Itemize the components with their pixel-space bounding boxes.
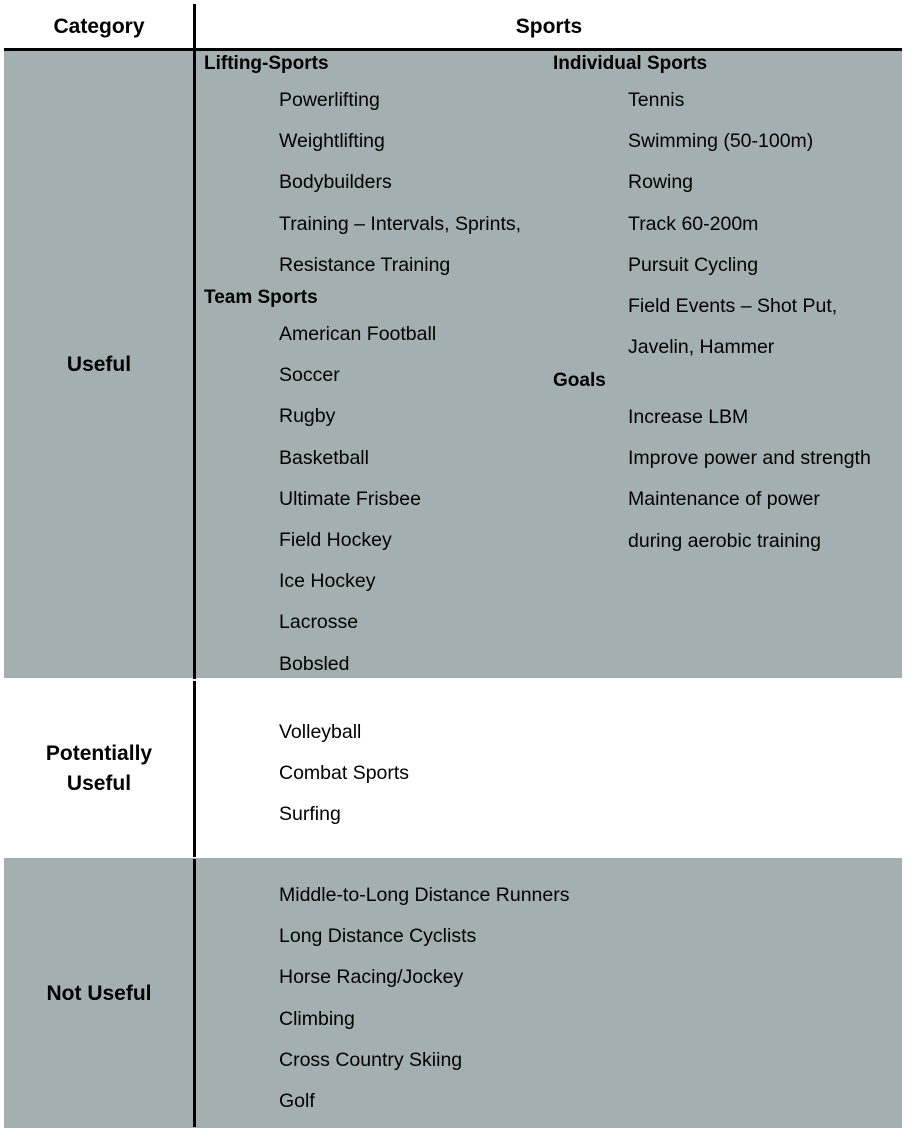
list-item: Track 60-200m xyxy=(628,212,759,235)
list-item: Tennis xyxy=(628,89,685,111)
list-item: Pursuit Cycling xyxy=(628,253,759,276)
list-item: Javelin, Hammer xyxy=(628,336,775,359)
list-item: Long Distance Cyclists xyxy=(279,925,477,948)
list-item: Climbing xyxy=(279,1007,355,1030)
list-item: Resistance Training xyxy=(279,253,451,276)
list-item: Weightlifting xyxy=(279,130,385,153)
individual-sports-list xyxy=(628,88,837,376)
list-item: Volleyball xyxy=(279,721,362,743)
lifting-sports-list xyxy=(279,88,521,294)
list-item: American Football xyxy=(279,323,437,345)
category-potentially-useful xyxy=(4,739,194,799)
list-item: during aerobic training xyxy=(628,529,821,552)
header-underline xyxy=(4,48,902,51)
section-goals: Goals xyxy=(553,370,606,391)
section-individual-sports: Individual Sports xyxy=(553,53,708,74)
list-item: Ultimate Frisbee xyxy=(279,487,421,510)
list-item: Bobsled xyxy=(279,652,350,675)
header-sports: Sports xyxy=(515,15,583,38)
list-item: Lacrosse xyxy=(279,611,359,634)
list-item: Field Events – Shot Put, xyxy=(628,294,838,317)
not-useful-list xyxy=(279,883,569,1130)
list-item: Soccer xyxy=(279,364,340,387)
list-item: Cross Country Skiing xyxy=(279,1048,463,1071)
list-item: Powerlifting xyxy=(279,89,380,111)
header-category: Category xyxy=(53,15,145,38)
list-item: Increase LBM xyxy=(628,406,749,428)
category-useful: Useful xyxy=(66,353,132,376)
list-item: Rowing xyxy=(628,171,694,194)
list-item: Combat Sports xyxy=(279,762,410,785)
list-item: Bodybuilders xyxy=(279,171,392,194)
section-lifting-sports: Lifting-Sports xyxy=(204,53,329,74)
category-label-line: Useful xyxy=(66,772,132,795)
list-item: Improve power and strength xyxy=(628,447,871,470)
list-item: Golf xyxy=(279,1089,315,1112)
column-divider-top xyxy=(193,4,196,679)
list-item: Horse Racing/Jockey xyxy=(279,966,464,989)
list-item: Training – Intervals, Sprints, xyxy=(279,212,522,235)
list-item: Ice Hockey xyxy=(279,570,376,593)
list-item: Middle-to-Long Distance Runners xyxy=(279,884,570,906)
list-item: Field Hockey xyxy=(279,528,392,551)
section-team-sports: Team Sports xyxy=(204,287,318,308)
potentially-useful-list xyxy=(279,720,409,844)
list-item: Maintenance of power xyxy=(628,488,820,511)
list-item: Swimming (50-100m) xyxy=(628,130,814,153)
category-label-line: Potentially xyxy=(45,742,153,765)
list-item: Basketball xyxy=(279,446,369,469)
list-item: Rugby xyxy=(279,405,336,428)
list-item: Surfing xyxy=(279,803,341,826)
category-not-useful: Not Useful xyxy=(46,982,152,1005)
team-sports-list xyxy=(279,322,436,693)
goals-list xyxy=(628,405,871,570)
